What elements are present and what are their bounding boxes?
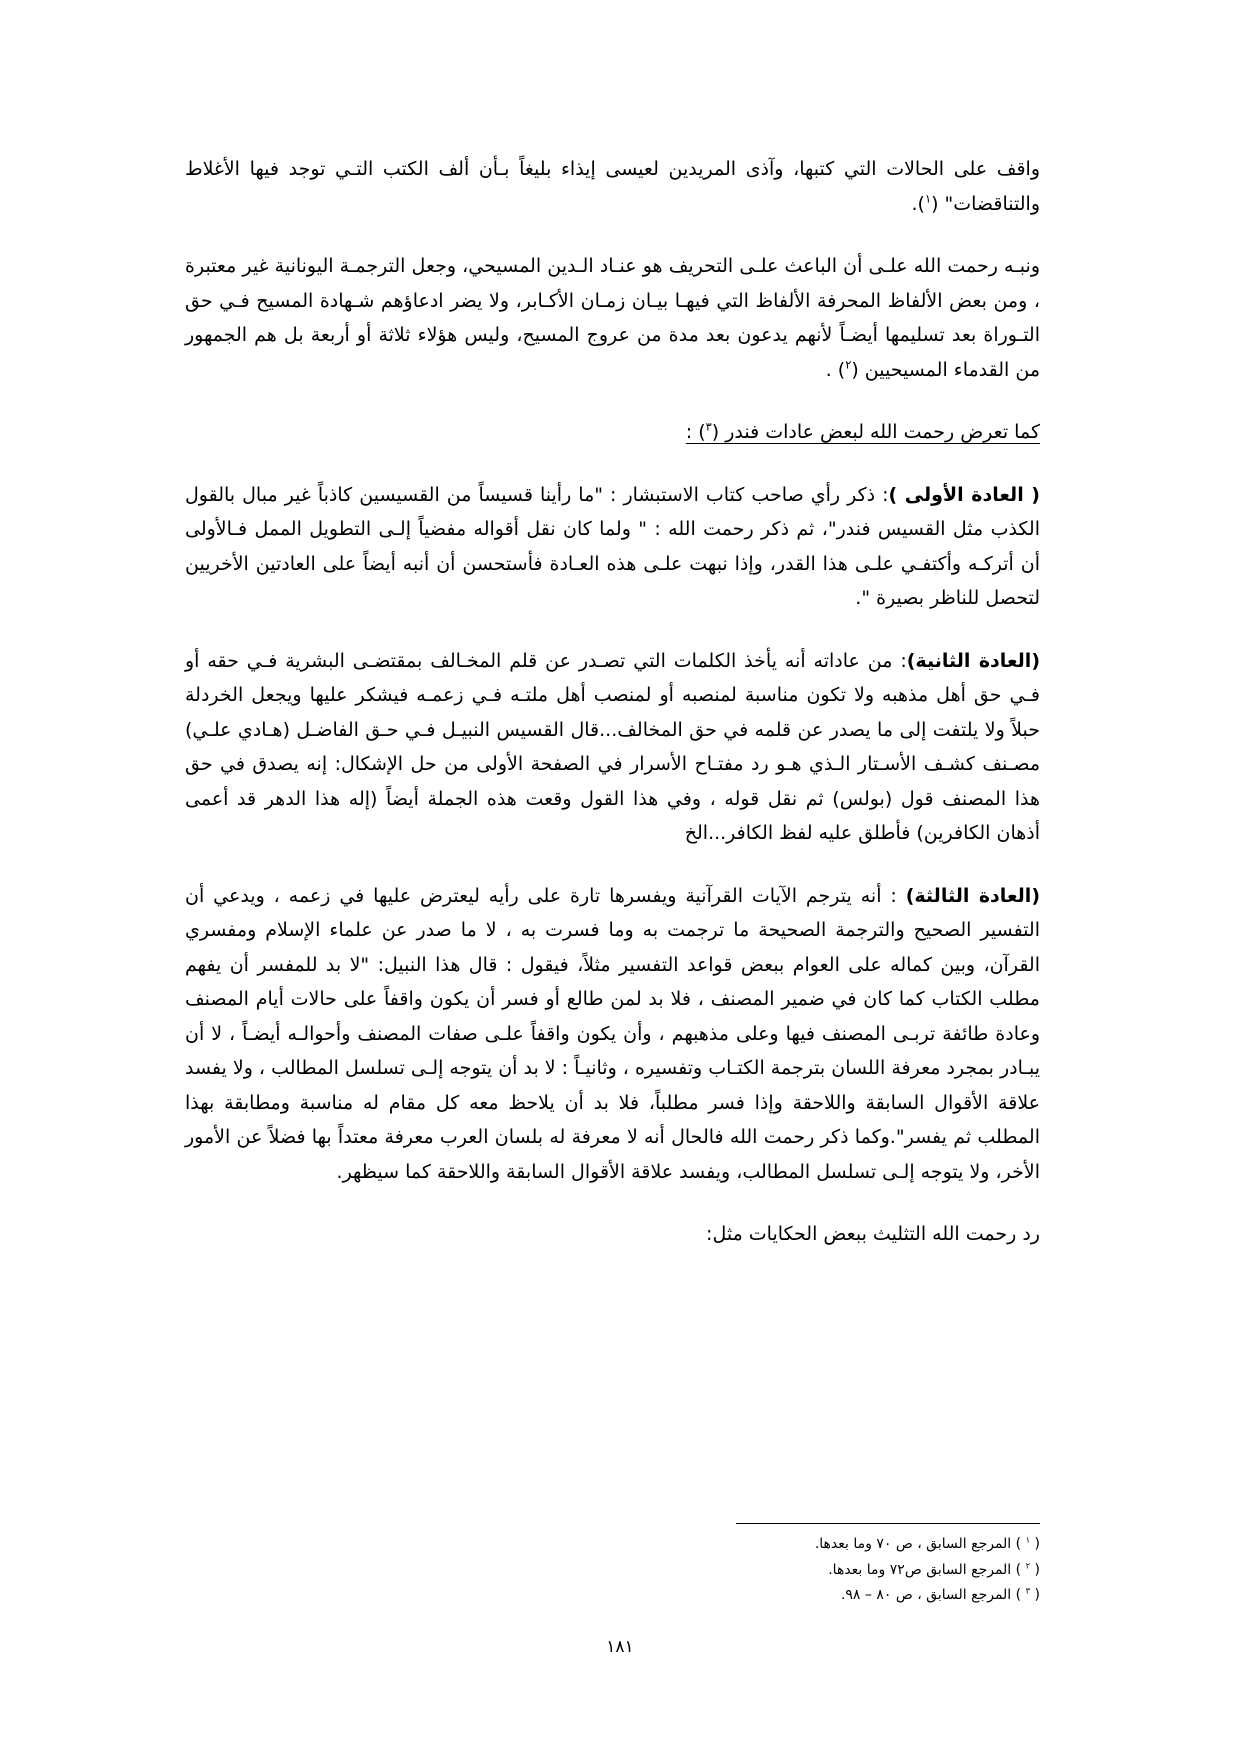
footnote-open-paren: ( (1034, 1587, 1040, 1603)
habit-label: ( العادة الأولى ) (888, 483, 1040, 506)
paragraph-text: : ذكر رأي صاحب كتاب الاستبشار : "ما رأينا قسيساً من القسيسين كاذباً غير مبال بالقول الكذب مثل القسيس فندر"، ثم ذكر رحمت الله : " ولما كان نقل أقواله مفضياً إلـى التطويل الممل فـالأولى أن أتركـه وأكتفـي علـى هذا القدر، وإذا نبهت علـى هذه العـادة فأستحسن أن أنبه أيضاً على العادتين الأخريين لتحصل للناظر بصيرة ". (185, 483, 1040, 609)
habit-label: (العادة الثالثة) (905, 884, 1040, 907)
footnote-text: المرجع السابق ص٧٢ وما بعدها. (828, 1561, 1012, 1578)
page-number: ١٨١ (606, 1637, 634, 1657)
paragraph-text: واقف على الحالات التي كتبها، وآذى المريدين لعيسى إيذاء بليغاً بـأن ألف الكتب التـي توجد فيها الأغلاط والتناقضات" ( (185, 158, 1040, 215)
paragraph-text: : أنه يترجم الآيات القرآنية ويفسرها تارة على رأيه ليعترض عليها في زعمه ، ويدعي أن التفسير الصحيح والترجمة الصحيحة ما ترجمت به وما فسرت به ، لا ما صدر عن علماء الإسلام ومفسري القرآن، وبين كماله على العوام ببعض قواعد التفسير مثلاً، فيقول : قال هذا النبيل: "لا بد للمفسر أن يفهم مطلب الكتاب كما كان في ضمير المصنف ، فلا بد لمن طالع أو فسر أن يكون واقفاً على حالات أيام المصنف وعادة طائفة تربـى المصنف فيها وعلى مذهبهم ، وأن يكون واقفاً علـى صفات المصنف وأحوالـه أيضـاً ، لا أن يبـادر بمجرد معرفة اللسان بترجمة الكتـاب وتفسيره ، وثانيـاً : لا بد أن يتوجه إلـى تسلسل المطالب ، ولا يفسد علاقة الأقوال السابقة واللاحقة وإذا فسر مطلباً، فلا بد أن يلاحظ معه كل مقام له مناسبة ومطابقة بهذا المطلب ثم يفسر".وكما ذكر رحمت الله فالحال أنه لا معرفة له بلسان العرب معرفة معتداً بها فضلاً عن الأمور الأخر، ولا يتوجه إلـى تسلسل المطالب، ويفسد علاقة الأقوال السابقة واللاحقة كما سيظهر. (185, 884, 1040, 1183)
footnote-number: ١ (1025, 1534, 1031, 1545)
footnote-text: المرجع السابق ، ص ٧٠ وما بعدها. (814, 1536, 1012, 1552)
footnote-ref-2: ٢ (845, 357, 852, 372)
footnote-number: ٣ (1025, 1585, 1031, 1596)
footnote-ref-1: ١ (924, 191, 932, 206)
paragraph-closing (185, 1217, 1040, 1252)
footnote-3 (600, 1583, 1040, 1609)
footnote-close-paren: ) (1015, 1561, 1022, 1578)
footnote-close-paren: ) (1015, 1536, 1022, 1552)
paragraph-habit-1 (185, 478, 1040, 616)
footnote-ref-3: ٣ (705, 419, 712, 434)
section-heading (185, 415, 1040, 450)
paragraph-text: ونبـه رحمت الله علـى أن الباعث علـى التحريف هو عنـاد الـدين المسيحي، وجعل الترجمـة اليونانية غير معتبرة ، ومن بعض الألفاظ المحرفة الألفاظ التي فيهـا بيـان زمـان الأكـابر، ولا يضر ادعاؤهم شـهادة المسيح فـي حق التـوراة بعد تسليمها أيضـاً لأنهم يدعون بعد مدة من عروج المسيح، وليس هؤلاء ثلاثة أو أربعة بل هم الجمهور من القدماء المسيحيين ( (185, 255, 1040, 381)
footnote-2 (600, 1558, 1040, 1584)
footnote-number: ٢ (1025, 1559, 1031, 1570)
paragraph-text-end: ). (911, 192, 925, 215)
paragraph-intro-1 (185, 152, 1040, 221)
footnote-1 (600, 1532, 1040, 1558)
footnote-separator (736, 1523, 1040, 1524)
paragraph-intro-2 (185, 249, 1040, 387)
footnote-open-paren: ( (1034, 1561, 1040, 1578)
heading-text-end: ) : (685, 421, 706, 443)
paragraph-text-end: ) . (825, 358, 846, 381)
footnote-open-paren: ( (1034, 1536, 1040, 1552)
paragraph-text: رد رحمت الله التثليث ببعض الحكايات مثل: (706, 1223, 1040, 1245)
footnote-close-paren: ) (1015, 1587, 1022, 1603)
paragraph-text: : من عاداته أنه يأخذ الكلمات التي تصـدر عن قلم المخـالف بمقتضـى البشرية فـي حقه أو فـي حق أهل مذهبه ولا تكون مناسبة لمنصبه أو لمنصب أهل ملتـه فـي زعمـه فيشكر عليها ويجعل الخردلة حبلاً ولا يلتفت إلى ما يصدر عن قلمه في حق المخالف...قال القسيس النبيـل فـي حـق الفاضـل (هـادي علـي) مصـنف كشـف الأسـتار الـذي هـو رد مفتـاح الأسرار في الصفحة الأولى من حل الإشكال: إنه يصدق في حق هذا المصنف قول (بولس) ثم نقل قوله ، وفي هذا القول وقعت هذه الجملة أيضاً (إله هذا الدهر قد أعمى أذهان الكافرين) فأطلق عليه لفظ الكافر...الخ (185, 649, 1040, 844)
paragraph-habit-2 (185, 644, 1040, 851)
footnotes (600, 1532, 1040, 1609)
footnote-text: المرجع السابق ، ص ٨٠ – ٩٨. (840, 1587, 1012, 1603)
main-text (185, 152, 1040, 1280)
paragraph-habit-3 (185, 879, 1040, 1190)
heading-text: كما تعرض رحمت الله لبعض عادات فندر ( (711, 421, 1040, 443)
habit-label: (العادة الثانية) (906, 649, 1041, 672)
